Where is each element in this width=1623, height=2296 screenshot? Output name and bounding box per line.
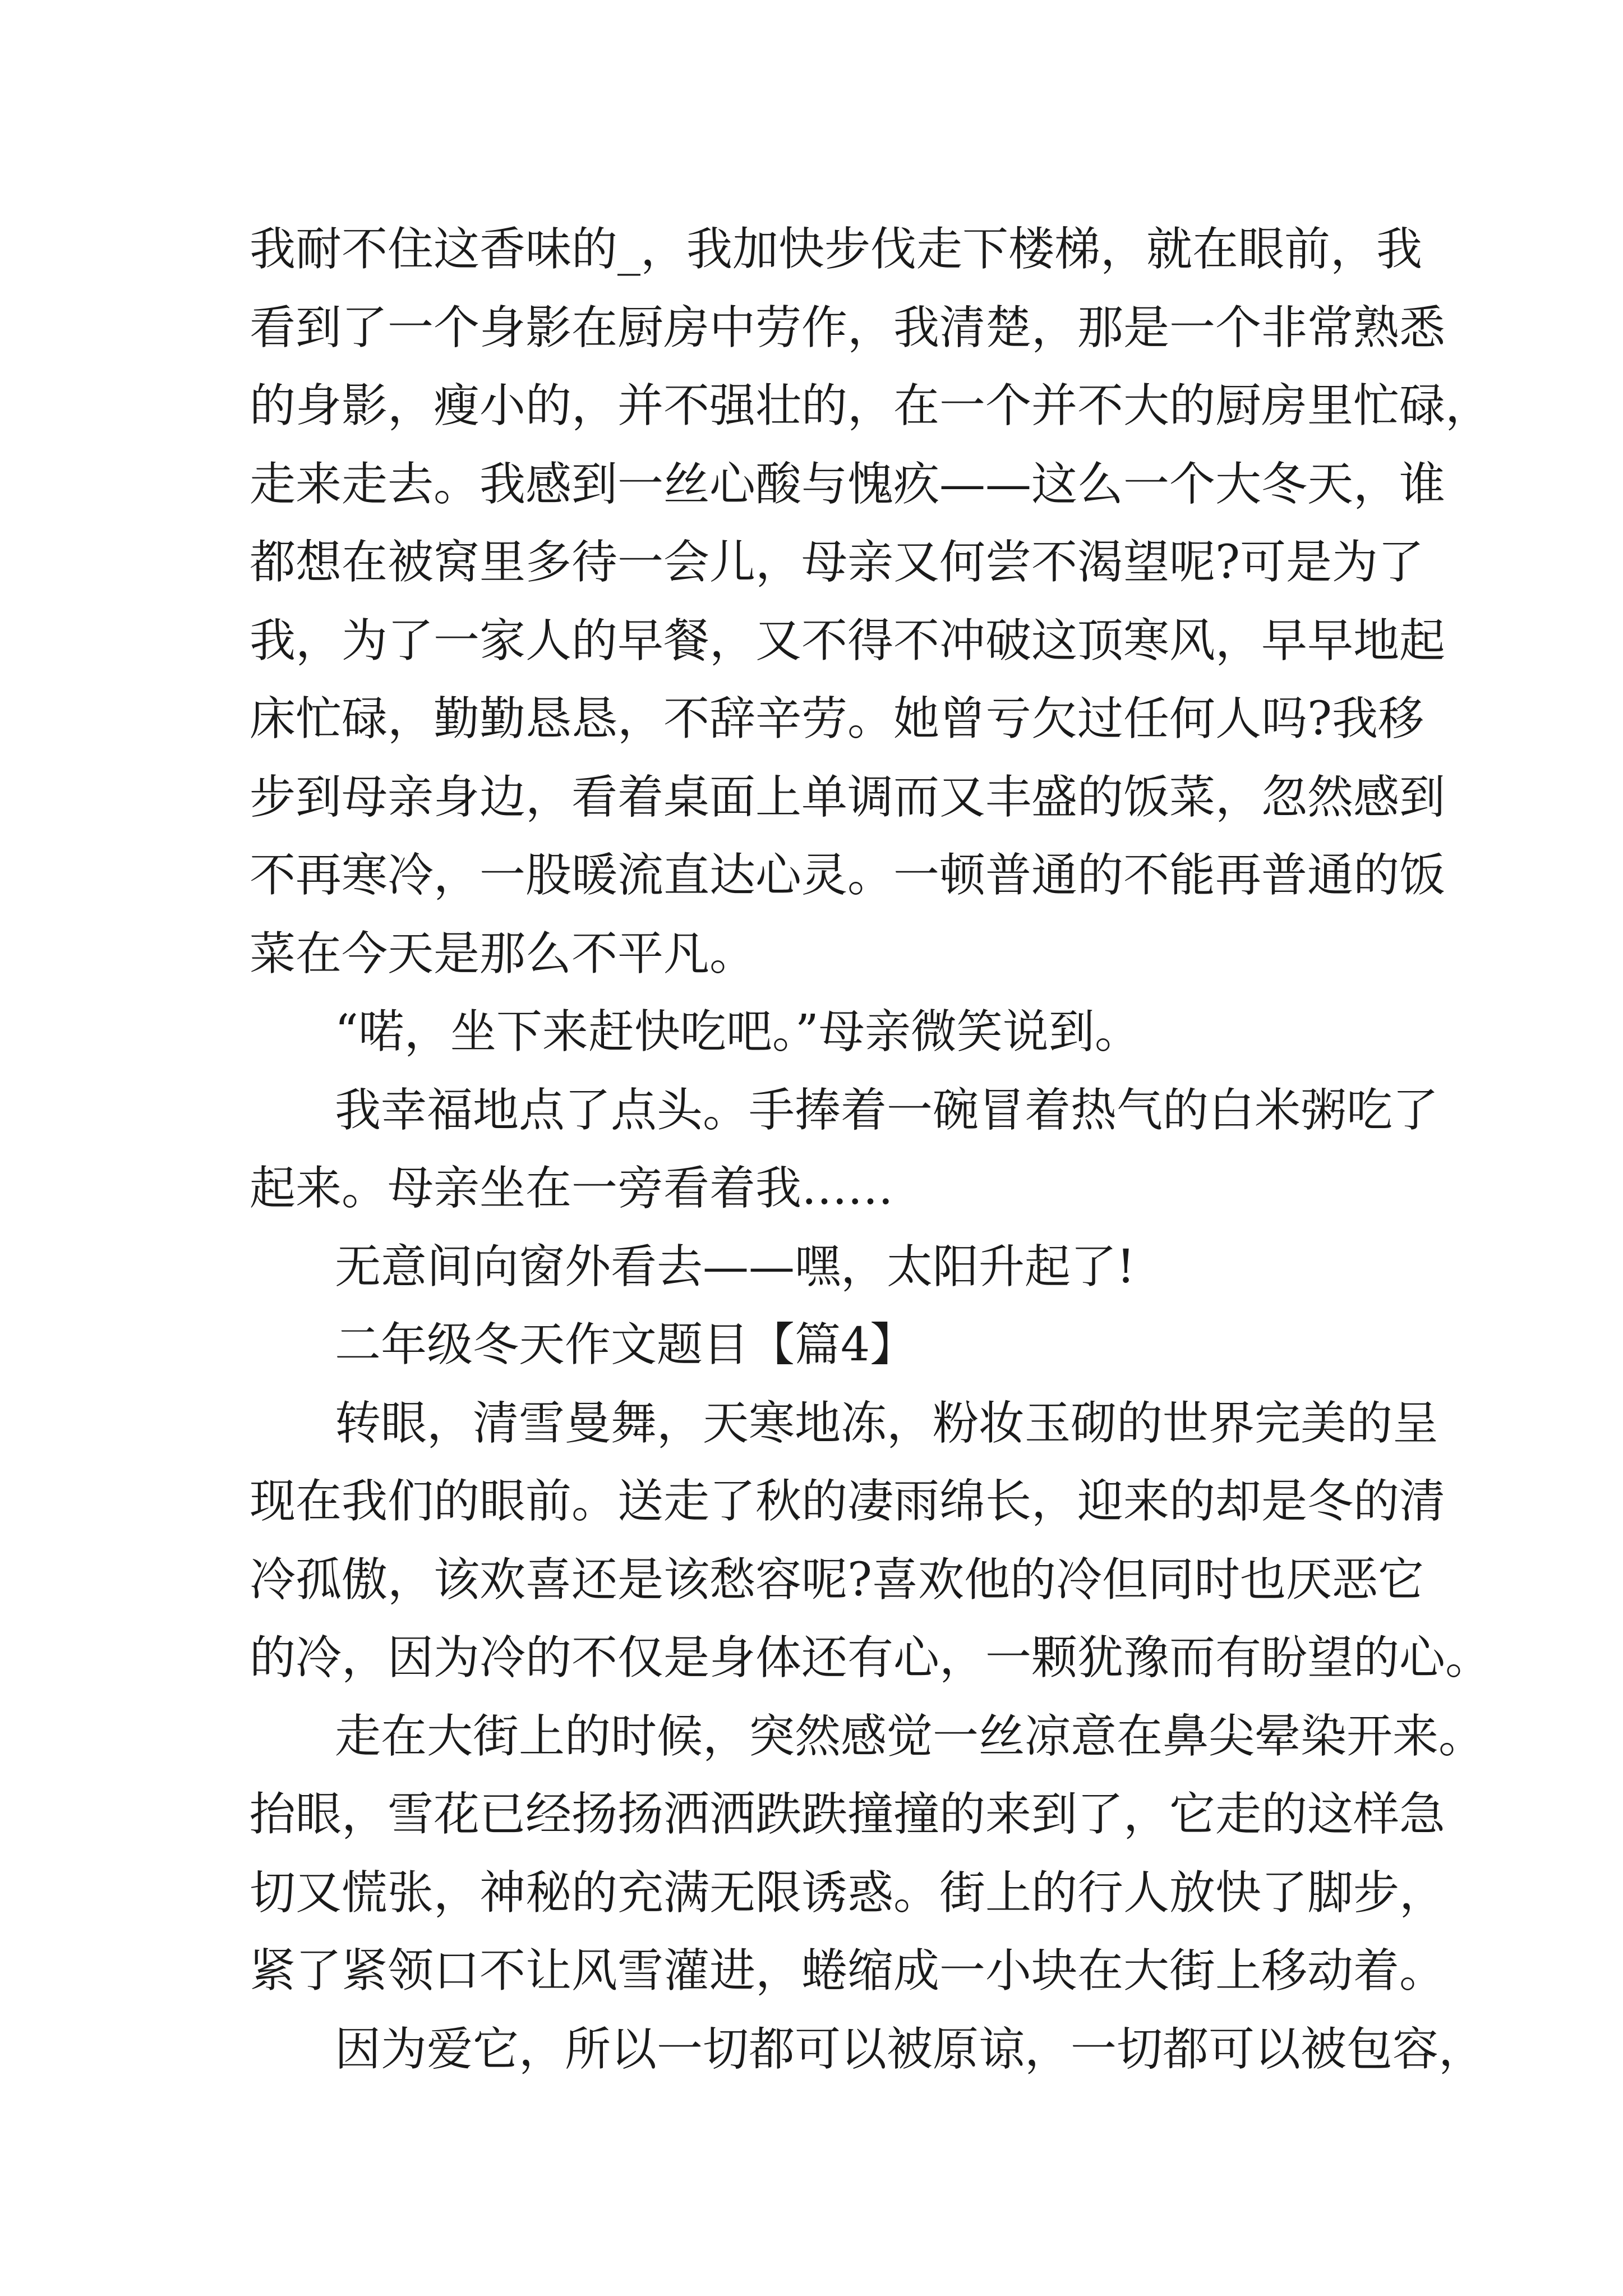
text-line: 看到了一个身影在厨房中劳作，我清楚，那是一个非常熟悉 <box>250 301 1446 355</box>
text-line: 走在大街上的时候，突然感觉一丝凉意在鼻尖晕染开来。 <box>335 1709 1485 1763</box>
text-line: 我幸福地点了点头。手捧着一碗冒着热气的白米粥吃了 <box>335 1083 1439 1137</box>
text-line: 紧了紧领口不让风雪灌进，蜷缩成一小块在大街上移动着。 <box>250 1944 1446 1998</box>
text-line: 的身影，瘦小的，并不强壮的，在一个并不大的厨房里忙碌， <box>250 379 1492 432</box>
paragraph <box>250 1071 1439 1228</box>
paragraph <box>250 993 1416 1071</box>
section-heading <box>250 1306 1416 1384</box>
text-line: 转眼，清雪曼舞，天寒地冻，粉妆玉砌的世界完美的呈 <box>335 1396 1439 1450</box>
text-line: 的冷，因为冷的不仅是身体还有心，一颗犹豫而有盼望的心。 <box>250 1631 1492 1685</box>
paragraph <box>250 2010 1485 2089</box>
text-line: 我耐不住这香味的_，我加快步伐走下楼梯，就在眼前，我 <box>250 223 1423 276</box>
text-line: 步到母亲身边，看着桌面上单调而又丰盛的饭菜，忽然感到 <box>250 770 1446 824</box>
text-line: 起来。母亲坐在一旁看着我…… <box>250 1162 894 1215</box>
text-line: 切又慌张，神秘的充满无限诱惑。街上的行人放快了脚步， <box>250 1866 1446 1920</box>
text-line: 抬眼，雪花已经扬扬洒洒跌跌撞撞的来到了，它走的这样急 <box>250 1788 1446 1841</box>
text-line: 因为爱它，所以一切都可以被原谅，一切都可以被包容， <box>335 2022 1485 2076</box>
text-line: 现在我们的眼前。送走了秋的凄雨绵长，迎来的却是冬的清 <box>250 1475 1446 1528</box>
text-line: “喏，坐下来赶快吃吧。”母亲微笑说到。 <box>335 1005 1141 1059</box>
document-body <box>250 210 1492 2088</box>
text-line: 我，为了一家人的早餐，又不得不冲破这顶寒风，早早地起 <box>250 614 1446 668</box>
paragraph <box>250 210 1492 993</box>
text-line: 无意间向窗外看去——嘿，太阳升起了! <box>335 1240 1135 1294</box>
text-line: 菜在今天是那么不平凡。 <box>250 927 756 981</box>
paragraph <box>250 1697 1485 2010</box>
text-line: 走来走去。我感到一丝心酸与愧疚——这么一个大冬天，谁 <box>250 457 1446 511</box>
paragraph <box>250 1228 1416 1306</box>
heading-text: 二年级冬天作文题目【篇4】 <box>335 1318 916 1372</box>
paragraph <box>250 1384 1492 1697</box>
text-line: 床忙碌，勤勤恳恳，不辞辛劳。她曾亏欠过任何人吗?我移 <box>250 692 1424 746</box>
text-line: 冷孤傲，该欢喜还是该愁容呢?喜欢他的冷但同时也厌恶它 <box>250 1553 1424 1607</box>
text-line: 不再寒冷，一股暖流直达心灵。一顿普通的不能再普通的饭 <box>250 849 1446 902</box>
text-line: 都想在被窝里多待一会儿，母亲又何尝不渴望呢?可是为了 <box>250 536 1424 589</box>
